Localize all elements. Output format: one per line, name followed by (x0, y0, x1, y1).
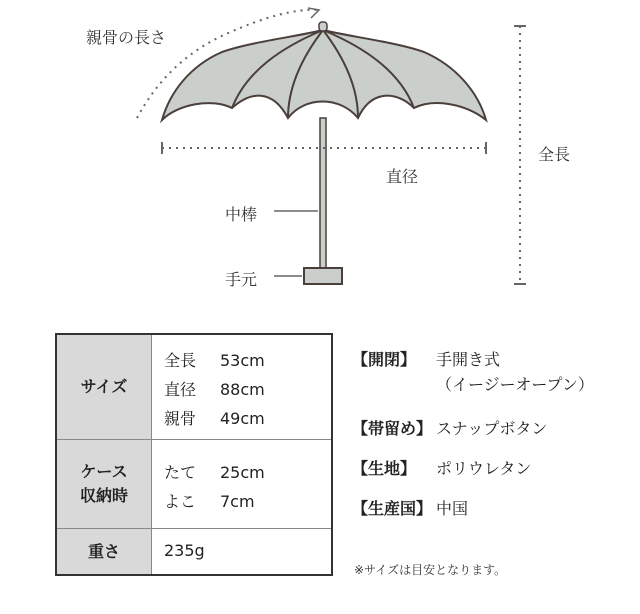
spec-header-weight: 重さ (57, 529, 151, 574)
spec-value: 直径 88cm (164, 380, 265, 399)
spec-row-case (57, 439, 331, 528)
spec-header-case: ケース 収納時 (57, 440, 151, 528)
umbrella-handle (304, 268, 342, 284)
spec-value: 全長 53cm (164, 351, 265, 370)
detail-fabric: 【生地】 ポリウレタン (352, 459, 532, 478)
total-length-label: 全長 (538, 145, 571, 164)
diameter-label: 直径 (386, 167, 419, 186)
spec-row-size (57, 335, 331, 439)
spec-value: 235g (164, 541, 205, 560)
umbrella-shaft (320, 118, 326, 270)
detail-strap: 【帯留め】 スナップボタン (352, 419, 548, 438)
spec-value: よこ 7cm (164, 492, 255, 511)
spec-value: 親骨 49cm (164, 409, 265, 428)
shaft-label: 中棒 (225, 205, 258, 224)
spec-table (55, 333, 333, 576)
detail-origin: 【生産国】 中国 (352, 499, 469, 518)
handle-label: 手元 (225, 270, 258, 289)
umbrella-canopy (162, 30, 486, 120)
spec-value: たて 25cm (164, 463, 265, 482)
spec-row-weight (57, 528, 331, 574)
rib-length-label: 親骨の長さ (86, 28, 167, 47)
detail-opening-sub: （イージーオープン） (436, 375, 594, 394)
size-note: ※サイズは目安となります。 (354, 563, 507, 577)
detail-opening: 【開閉】 手開き式 (352, 350, 501, 369)
spec-header-size: サイズ (57, 335, 151, 439)
umbrella-tip (319, 22, 327, 31)
